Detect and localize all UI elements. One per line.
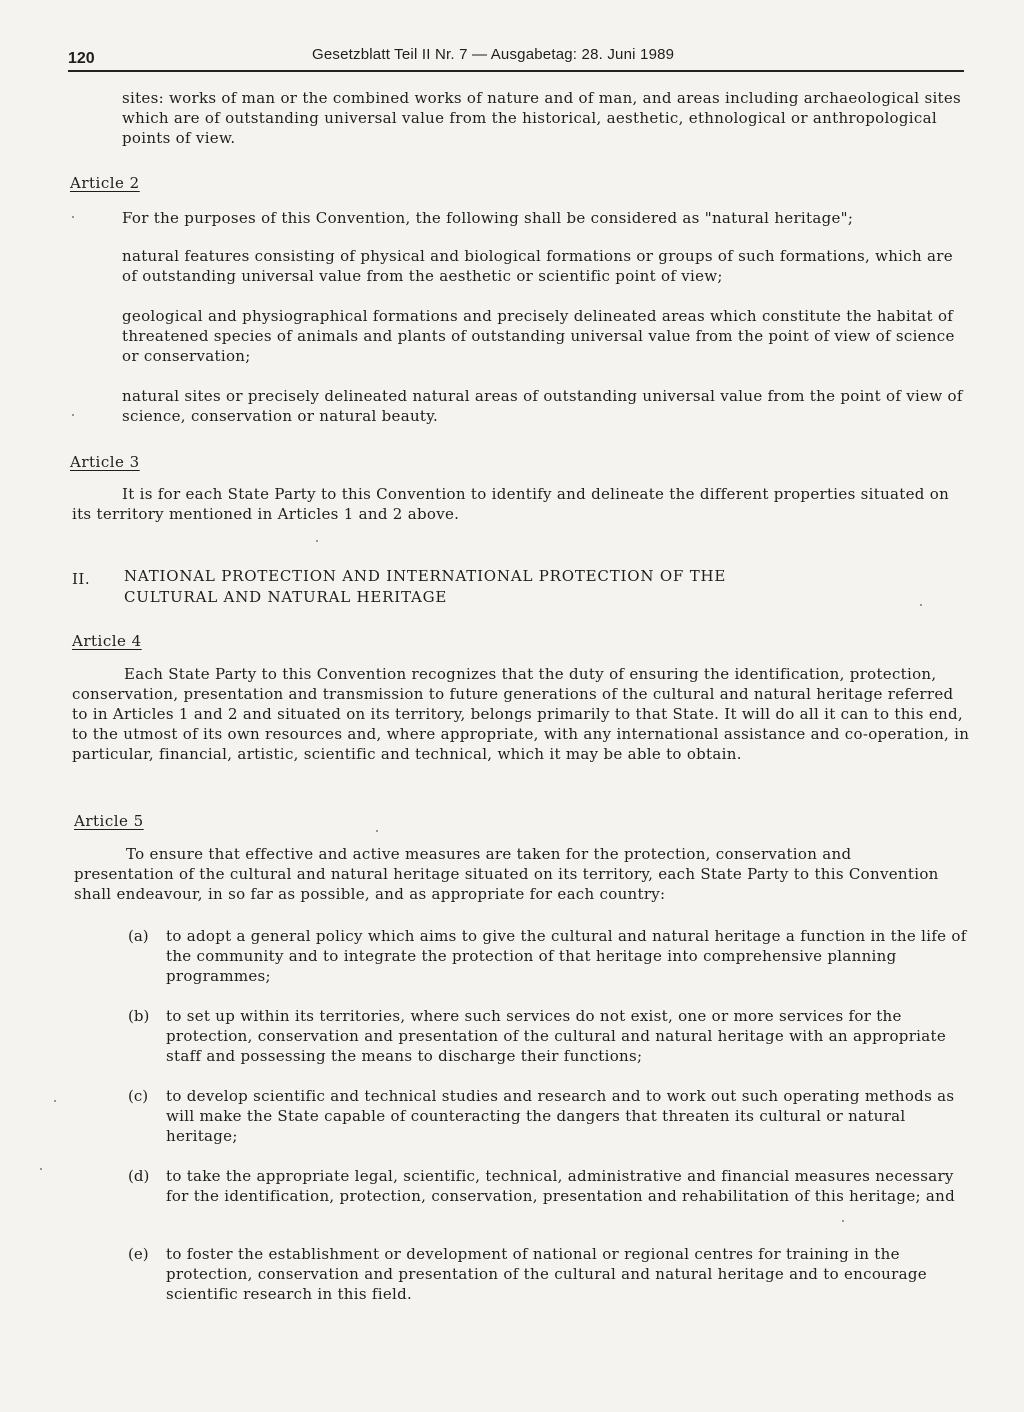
article-2-paragraph: natural features consisting of physical and biological formations or groups of such formations, which are of outstanding universal value from the aesthetic or scientific point of view; xyxy=(122,247,953,285)
article-3-heading: Article 3 xyxy=(70,453,140,471)
article-2-paragraph: For the purposes of this Convention, the following shall be considered as "natural heritage"; xyxy=(122,209,854,227)
article-2-heading: Article 2 xyxy=(70,174,140,192)
scan-speck xyxy=(376,830,378,832)
scan-speck xyxy=(72,414,74,416)
article-5-heading: Article 5 xyxy=(74,812,144,830)
article-2-paragraph: natural sites or precisely delineated natural areas of outstanding universal value from the point of view of science, conservation or natural beauty. xyxy=(122,387,963,425)
list-item-text: to take the appropriate legal, scientific, technical, administrative and financial measures necessary for the identification, protection, conservation, presentation and rehabilitation of this heritage; and xyxy=(166,1167,956,1205)
article-3-paragraph: It is for each State Party to this Convention to identify and delineate the different properties situated on its territory mentioned in Articles 1 and 2 above. xyxy=(72,485,950,523)
gazette-title: Gesetzblatt Teil II Nr. 7 — Ausgabetag: 28. Juni 1989 xyxy=(312,46,675,63)
article-5-intro: To ensure that effective and active measures are taken for the protection, conservation and presentation of the cultural and natural heritage situated on its territory, each State Party to this Convention shall endeavour, in so far as possible, and as appropriate for each country: xyxy=(74,845,939,903)
list-item-label: (e) xyxy=(128,1245,149,1263)
scan-speck xyxy=(920,604,922,606)
article-4-heading: Article 4 xyxy=(72,632,142,650)
article-4-paragraph: Each State Party to this Convention recognizes that the duty of ensuring the identification, protection, conservation, presentation and transmission to future generations of the cultural and natural heritage referred to in Articles 1 and 2 and situated on its territory, belongs primarily to that State. It will do all it can to this end, to the utmost of its own resources and, where appropriate, with any international assistance and co-operation, in particular, financial, artistic, scientific and technical, which it may be able to obtain. xyxy=(72,665,970,763)
intro-paragraph: sites: works of man or the combined works of nature and of man, and areas including archaeological sites which are of outstanding universal value from the historical, aesthetic, ethnological or anthropological points of view. xyxy=(122,89,962,147)
list-item-text: to foster the establishment or development of national or regional centres for training in the protection, conservation and presentation of the cultural and natural heritage and to encourage scientific research in this field. xyxy=(166,1245,927,1303)
list-item-label: (b) xyxy=(128,1007,150,1025)
list-item-text: to set up within its territories, where such services do not exist, one or more services for the protection, conservation and presentation of the cultural and natural heritage with an appropriate staff and possessing the means to discharge their functions; xyxy=(166,1007,947,1065)
list-item-label: (c) xyxy=(128,1087,149,1105)
scan-speck xyxy=(72,216,74,218)
list-item-label: (a) xyxy=(128,927,149,945)
page-header xyxy=(68,44,964,72)
list-item-text: to adopt a general policy which aims to give the cultural and natural heritage a function in the life of the community and to integrate the protection of that heritage into comprehensive planning programmes; xyxy=(166,927,967,985)
scan-speck xyxy=(842,1220,844,1222)
scan-speck xyxy=(316,540,318,542)
section-title-line-2: CULTURAL AND NATURAL HERITAGE xyxy=(124,588,448,606)
section-number: II. xyxy=(72,570,91,588)
list-item-text: to develop scientific and technical studies and research and to work out such operating methods as will make the State capable of counteracting the dangers that threaten its cultural or natural heritage; xyxy=(166,1087,955,1145)
scan-speck xyxy=(40,1168,42,1170)
section-title-line-1: NATIONAL PROTECTION AND INTERNATIONAL PROTECTION OF THE xyxy=(124,567,727,585)
list-item-label: (d) xyxy=(128,1167,150,1185)
page-number: 120 xyxy=(68,50,95,67)
article-2-paragraph: geological and physiographical formations and precisely delineated areas which constitute the habitat of threatened species of animals and plants of outstanding universal value from the point of view of science or conservation; xyxy=(122,307,955,365)
scan-speck xyxy=(54,1100,56,1102)
